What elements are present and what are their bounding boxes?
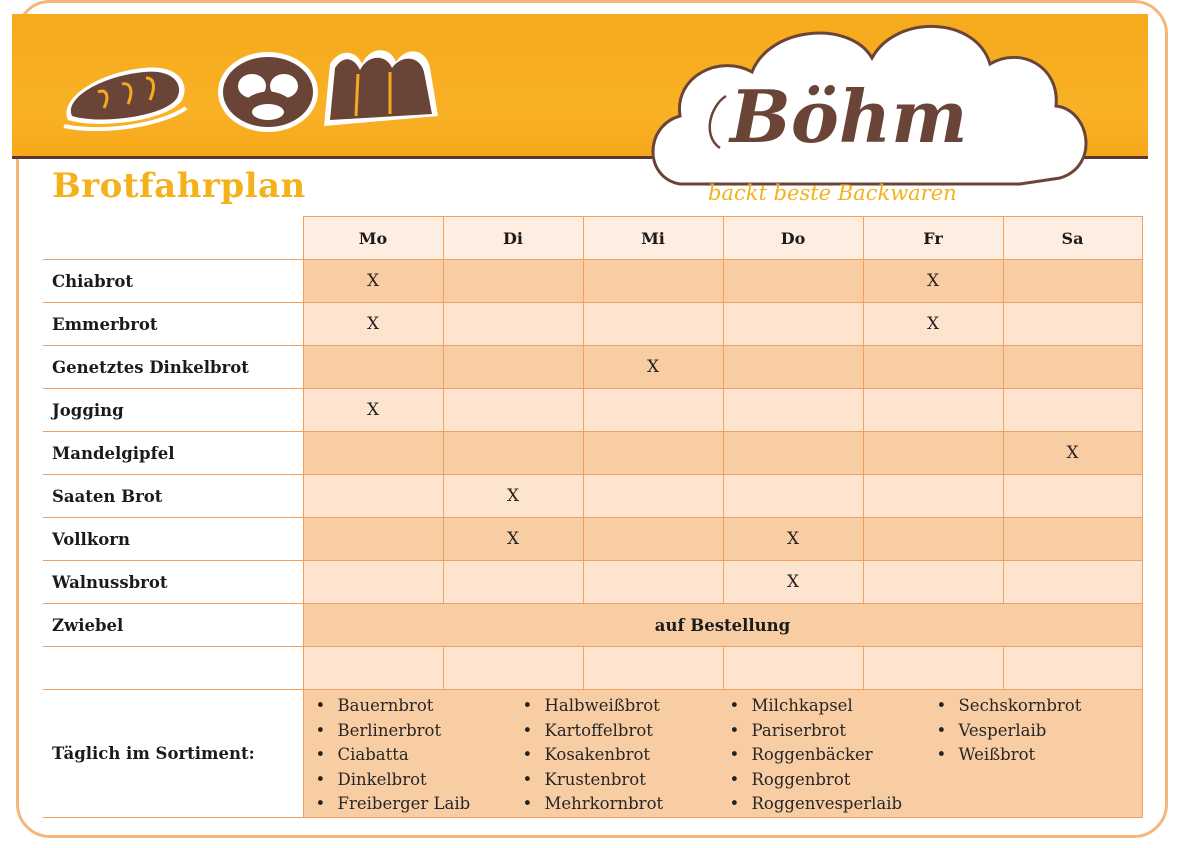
bread-icons <box>40 30 460 140</box>
list-item: • Bauernbrot <box>314 694 521 719</box>
bread-name: Mandelgipfel <box>43 432 303 475</box>
delivery-mark <box>583 389 723 432</box>
day-header-row <box>43 217 1142 260</box>
delivery-mark <box>1003 518 1142 561</box>
svg-text:backt beste Backwaren: backt beste Backwaren <box>708 181 957 205</box>
bread-row <box>43 260 1142 303</box>
sortiment-column <box>521 694 728 817</box>
list-item: • Krustenbrot <box>521 768 728 793</box>
delivery-mark <box>303 475 443 518</box>
delivery-mark: X <box>723 561 863 604</box>
day-header: Fr <box>863 217 1003 260</box>
delivery-mark <box>1003 260 1142 303</box>
empty-cell <box>583 647 723 690</box>
list-item: • Berlinerbrot <box>314 719 521 744</box>
list-item: • Mehrkornbrot <box>521 792 728 817</box>
sortiment-column <box>935 694 1142 817</box>
bread-roll-icon <box>324 50 438 126</box>
sortiment-list <box>303 690 1142 818</box>
delivery-mark <box>723 303 863 346</box>
empty-cell <box>303 647 443 690</box>
delivery-mark <box>583 518 723 561</box>
list-item: • Vesperlaib <box>935 719 1142 744</box>
bread-name: Zwiebel <box>43 604 303 647</box>
sortiment-column <box>728 694 935 817</box>
bread-name: Vollkorn <box>43 518 303 561</box>
delivery-mark: X <box>443 518 583 561</box>
list-item: • Ciabatta <box>314 743 521 768</box>
list-item: • Roggenbäcker <box>728 743 935 768</box>
bread-name <box>43 647 303 690</box>
list-item: • Kartoffelbrot <box>521 719 728 744</box>
list-item: • Roggenvesperlaib <box>728 792 935 817</box>
delivery-mark <box>443 346 583 389</box>
delivery-mark <box>443 303 583 346</box>
list-item: • Roggenbrot <box>728 768 935 793</box>
logo-wordmark <box>728 74 967 159</box>
page-title: Brotfahrplan <box>52 166 306 206</box>
day-header: Mo <box>303 217 443 260</box>
delivery-mark <box>303 346 443 389</box>
sortiment-row <box>43 690 1142 818</box>
empty-cell <box>1003 647 1142 690</box>
bread-row <box>43 475 1142 518</box>
list-item: • Kosakenbrot <box>521 743 728 768</box>
delivery-mark <box>1003 389 1142 432</box>
delivery-mark <box>723 346 863 389</box>
bread-name: Saaten Brot <box>43 475 303 518</box>
bread-loaf-icon <box>64 68 186 130</box>
list-item: • Weißbrot <box>935 743 1142 768</box>
delivery-mark <box>583 475 723 518</box>
delivery-mark <box>1003 561 1142 604</box>
delivery-mark <box>583 561 723 604</box>
delivery-mark <box>723 389 863 432</box>
delivery-mark <box>1003 303 1142 346</box>
delivery-mark <box>583 432 723 475</box>
sortiment-label: Täglich im Sortiment: <box>43 690 303 818</box>
delivery-mark <box>863 432 1003 475</box>
delivery-mark <box>303 518 443 561</box>
delivery-mark <box>443 389 583 432</box>
bread-name: Genetztes Dinkelbrot <box>43 346 303 389</box>
boehm-logo <box>640 6 1160 206</box>
day-header: Sa <box>1003 217 1142 260</box>
day-header: Do <box>723 217 863 260</box>
delivery-mark <box>723 260 863 303</box>
svg-text:Böhm: Böhm <box>730 74 968 159</box>
list-item: • Milchkapsel <box>728 694 935 719</box>
delivery-schedule-table <box>43 216 1143 818</box>
delivery-mark <box>583 260 723 303</box>
logo-slogan <box>708 181 957 205</box>
list-item: • Dinkelbrot <box>314 768 521 793</box>
delivery-mark <box>863 346 1003 389</box>
list-item: • Sechskornbrot <box>935 694 1142 719</box>
empty-row <box>43 647 1142 690</box>
delivery-mark: X <box>1003 432 1142 475</box>
bread-row <box>43 518 1142 561</box>
delivery-mark <box>303 561 443 604</box>
delivery-mark: X <box>723 518 863 561</box>
bread-name: Walnussbrot <box>43 561 303 604</box>
delivery-mark: X <box>303 389 443 432</box>
delivery-mark: X <box>303 303 443 346</box>
delivery-mark <box>443 432 583 475</box>
delivery-mark <box>863 475 1003 518</box>
delivery-mark <box>863 389 1003 432</box>
bread-row <box>43 432 1142 475</box>
bread-name: Jogging <box>43 389 303 432</box>
header-corner <box>43 217 303 260</box>
empty-cell <box>863 647 1003 690</box>
order-row <box>43 604 1142 647</box>
empty-cell <box>723 647 863 690</box>
delivery-mark <box>863 518 1003 561</box>
delivery-mark: X <box>863 303 1003 346</box>
delivery-mark <box>583 303 723 346</box>
delivery-mark <box>303 432 443 475</box>
delivery-mark <box>723 432 863 475</box>
delivery-mark <box>443 260 583 303</box>
delivery-mark <box>863 561 1003 604</box>
list-item: • Halbweißbrot <box>521 694 728 719</box>
delivery-mark: X <box>303 260 443 303</box>
list-item: • Pariserbrot <box>728 719 935 744</box>
delivery-mark <box>723 475 863 518</box>
delivery-mark <box>1003 475 1142 518</box>
order-note: auf Bestellung <box>303 604 1142 647</box>
day-header: Di <box>443 217 583 260</box>
delivery-mark: X <box>583 346 723 389</box>
list-item: • Freiberger Laib <box>314 792 521 817</box>
empty-cell <box>443 647 583 690</box>
bread-row <box>43 303 1142 346</box>
bread-name: Emmerbrot <box>43 303 303 346</box>
bread-row <box>43 346 1142 389</box>
pretzel-icon <box>218 52 318 132</box>
delivery-mark: X <box>443 475 583 518</box>
delivery-mark <box>1003 346 1142 389</box>
sortiment-column <box>314 694 521 817</box>
bread-row <box>43 561 1142 604</box>
delivery-mark: X <box>863 260 1003 303</box>
day-header: Mi <box>583 217 723 260</box>
bread-name: Chiabrot <box>43 260 303 303</box>
bread-row <box>43 389 1142 432</box>
delivery-mark <box>443 561 583 604</box>
